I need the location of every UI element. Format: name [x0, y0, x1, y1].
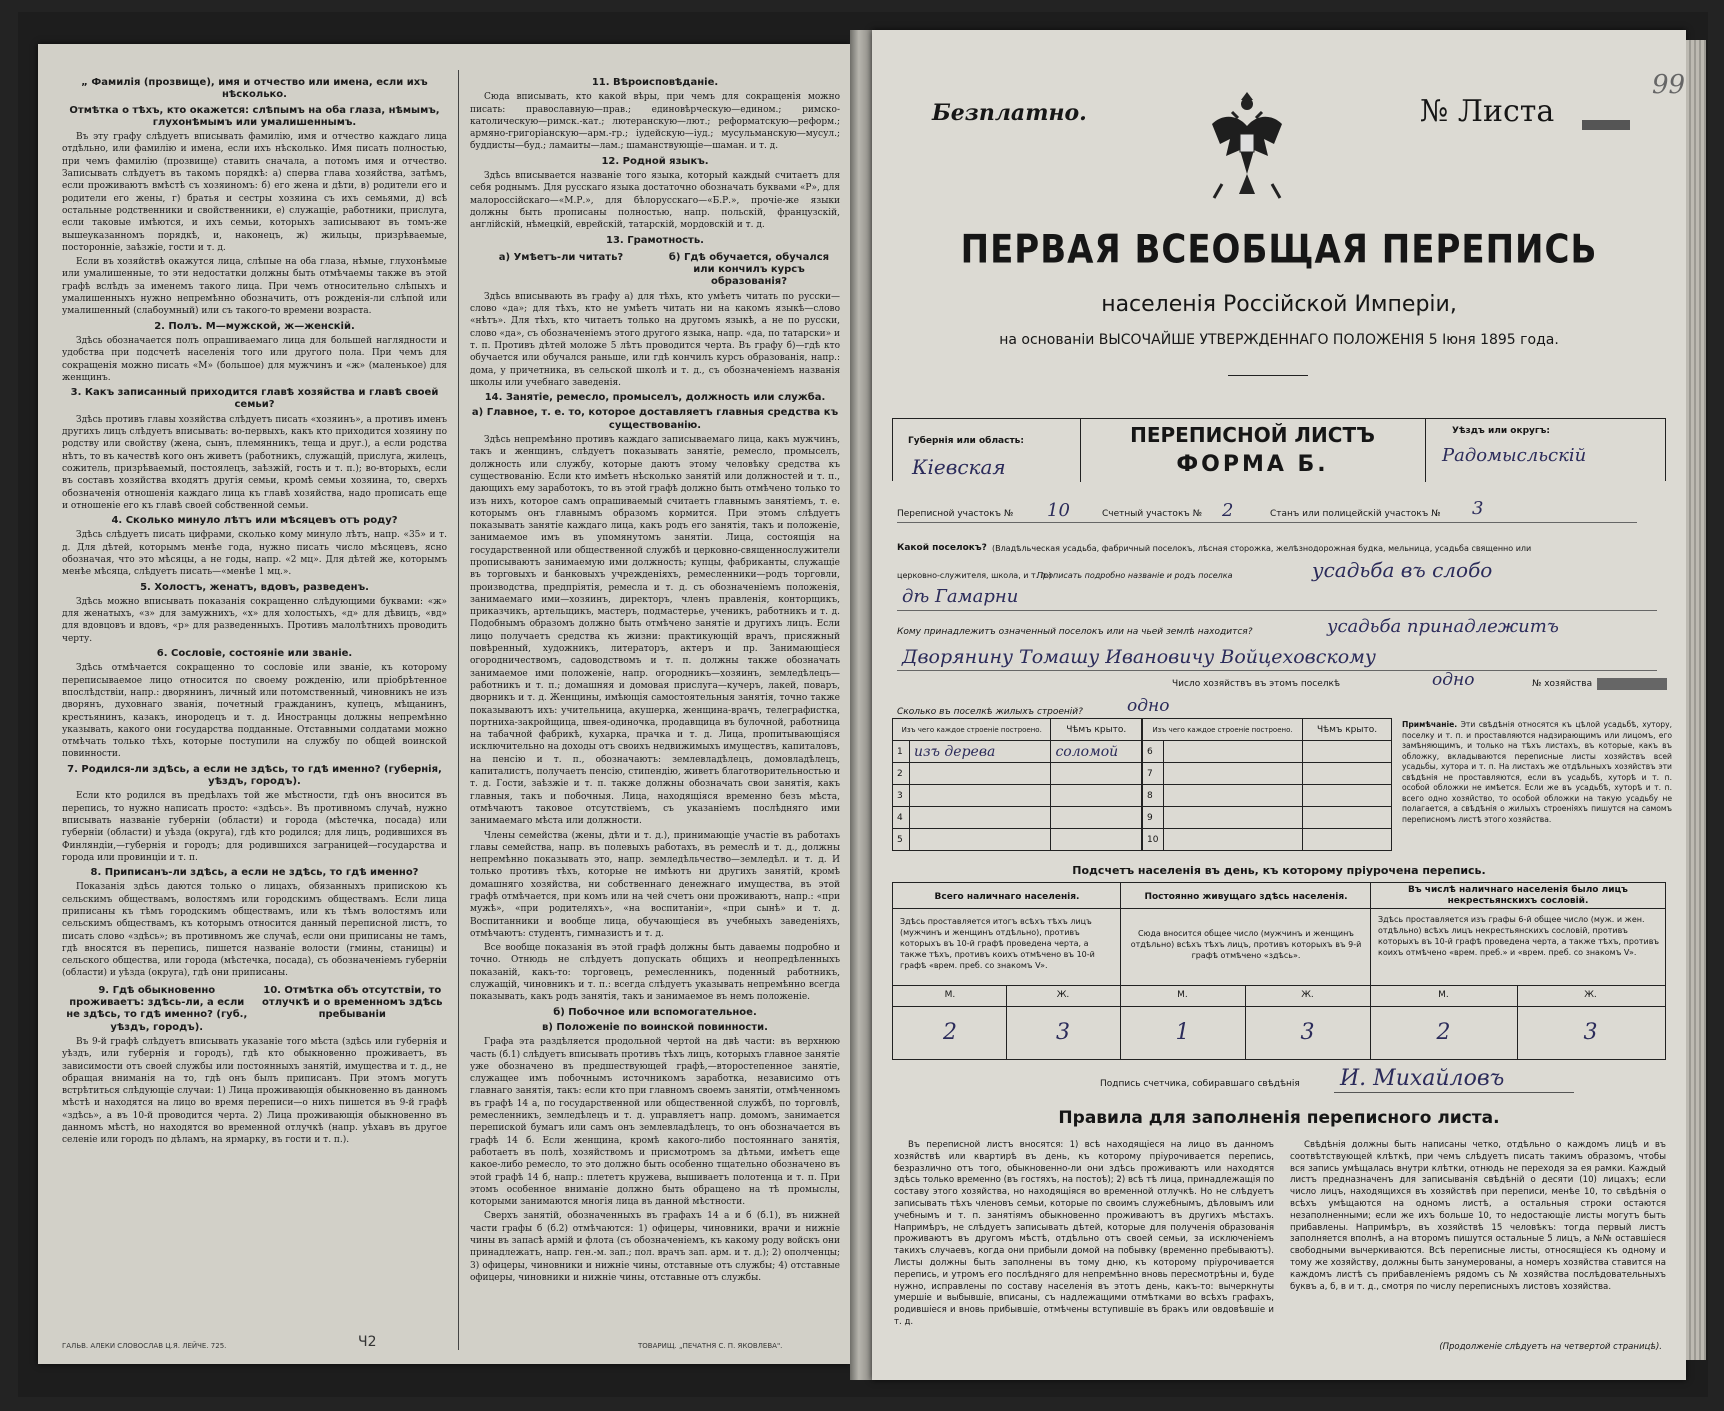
count-total-f: 3: [1056, 1020, 1070, 1045]
heading-6: 6. Сословіе, состояніе или званіе.: [156, 648, 353, 660]
heading-2: 2. Полъ. М—мужской, ж—женскій.: [154, 320, 355, 332]
title-main: ПЕРВАЯ ВСЕОБЩАЯ ПЕРЕПИСЬ: [960, 227, 1598, 273]
row-number: 10: [1143, 829, 1164, 851]
row-number: 6: [1143, 741, 1164, 763]
count-total-m: 2: [943, 1020, 957, 1045]
text-7: Если кто родился въ предѣлахъ той же мѣстности, гдѣ онъ вносится въ перепись, то нужно написать просто: «здѣсь». Въ противномъ случаѣ, нужно вписывать названіе губерніи (области) и города (мѣстечка, посада) или губерніи (области) и уѣзда (округа), гдѣ кто родился; для лицъ, родившихся въ Финляндіи,—губернія и городъ; для родившихся заграницей—государства и города или провинціи и т. п.: [62, 791, 447, 863]
count-col-permanent: Постоянно живущаго здѣсь населенія.: [1144, 892, 1348, 902]
f-label-1: Ж.: [1056, 990, 1070, 1000]
imprint-left: ГАЛЬВ. АЛЕКИ СЛОВОСЛАВ Ц.Я. ЛЕЙЧЕ. 725.: [62, 1342, 227, 1350]
settlement-value-2: дѣ Гамарни: [902, 586, 1019, 607]
book-gutter: [850, 30, 872, 1380]
text-14-5: Сверхъ занятій, обозначенныхъ въ графахъ 14 а и б (б.1), въ нижней части графы б (б.2) отмѣчаются: 1) офицеры, чиновники, врачи и нижніе чины въ запасѣ армій и флота (съ обозначеніемъ, къ какому роду войскъ они принадлежатъ, напр. ген.-м. зап.; пол. врачъ зап. арм. и т. д.); 2) ополченцы; 3) офицеры, чиновники и нижніе чины, отставные отъ службы; 4) отставные офицеры, чиновники и нижніе чины, отставные отъ службы.: [470, 1211, 840, 1283]
district-rule: [897, 522, 1637, 523]
counting-district-label: Счетный участокъ №: [1102, 509, 1202, 519]
text-3: Здѣсь противъ главы хозяйства слѣдуетъ писать «хозяинъ», а противъ именъ другихъ лицъ слѣдуетъ вписывать: во-первыхъ, какъ кто приходится хозяину по родству или свойству (жена, сынъ, племянникъ, теща и друг.), а если родства нѣтъ, то въ качествѣ кого онъ живетъ (работникъ, служащій, прислуга, жилецъ, сожитель, призрѣваемый, постоялецъ, заѣзжій, гость и т. п.); во-вторыхъ, если въ составъ хозяйства входятъ другія семьи, кромѣ семьи хозяина, то, сверхъ обозначенія отношенія каждаго лица къ главѣ хозяйства, надо прописать еще и отношеніе его къ главѣ своей собственной семьи.: [62, 414, 447, 511]
heading-3: 3. Какъ записанный приходится главѣ хозяйства и главѣ своей семьи?: [70, 387, 439, 411]
count-permanent-m: 1: [1175, 1020, 1190, 1045]
header-divider-2: [1425, 418, 1426, 482]
uezd-label: Уѣздъ или округъ:: [1452, 426, 1550, 436]
count-permanent-f: 3: [1300, 1020, 1315, 1045]
row1-roof: соломой: [1051, 741, 1142, 763]
row-number: 2: [893, 763, 910, 785]
note-block: [1402, 720, 1672, 825]
heading-14b: б) Побочное или вспомогательное.: [553, 1006, 757, 1018]
instructions-column-1: [62, 74, 447, 1149]
heading-13a: а) Умѣетъ-ли читать?: [498, 251, 624, 263]
count-col-nonpeasant: Въ числѣ наличнаго населенія было лицъ некрестьянскихъ сословій.: [1408, 885, 1628, 906]
right-page: [872, 30, 1686, 1380]
text-11: Сюда вписывать, кто какой вѣры, при чемъ для сокращенія можно писать: православную—прав.; единовѣрческую—едином.; римско-католическую—римск.-кат.; лютеранскую—лют.; реформатскую—реформ.; армяно-григоріанскую—арм.-гр.; іудейскую—іуд.; мусульманскую—мусул.; буддисты—буд.; ламаиты—лам.; шаманствующіе—шаман. и т. д.: [470, 92, 840, 152]
count-nonpeasant-m: 2: [1436, 1020, 1451, 1045]
f-label-3: Ж.: [1584, 990, 1597, 1000]
corner-number: 99: [1652, 70, 1686, 100]
row-number: 4: [893, 807, 910, 829]
instructions-column-2: [470, 74, 840, 1286]
material-header: Изъ чего каждое строеніе построено.: [893, 719, 1051, 741]
count-nonpeasant-f: 3: [1583, 1020, 1598, 1045]
households-value: одно: [1432, 670, 1475, 690]
count-rule-3: [892, 1006, 1666, 1007]
text-6: Здѣсь отмѣчается сокращенно то сословіе или званіе, къ которому переписываемое лицо относится по своему рожденію, или пріобрѣтенное впослѣдствіи, напр.: дворянинъ, личный или потомственный, чиновникъ не изъ дворянъ, духовнаго званія, почетный гражданинъ, купецъ, мѣщанинъ, крестьянинъ, казакъ, инородецъ и т. д. Иностранцы должны непремѣнно указывать, какого они государства подданные. Отставными солдатами можно отмѣчать только тѣхъ, которые поступили на службу по общей воинской повинности.: [62, 663, 447, 760]
column-divider: [458, 70, 459, 1350]
col1-title: „ Фамилія (прозвище), имя и отчество или имена, если ихъ нѣсколько.: [81, 77, 428, 101]
row1-material: изъ дерева: [910, 741, 1051, 763]
settlement-instruction: Прописать подробно названіе и родъ поселка: [1037, 571, 1233, 580]
heading-8: 8. Приписанъ-ли здѣсь, а если не здѣсь, то гдѣ именно?: [90, 867, 419, 879]
heading-14a: а) Главное, т. е. то, которое доставляетъ главныя средства къ существованію.: [471, 407, 839, 431]
heading-4: 4. Сколько минуло лѣтъ или мѣсяцевъ отъ роду?: [111, 515, 398, 527]
owner-value-2: Дворянину Томашу Ивановичу Войцеховскому: [902, 646, 1376, 668]
title-basis: на основаніи ВЫСОЧАЙШЕ УТВЕРЖДЕННАГО ПОЛОЖЕНІЯ 5 Іюня 1895 года.: [999, 332, 1559, 348]
heading-10: 10. Отмѣтка объ отсутствіи, то отлучкѣ и о временномъ здѣсь пребываніи: [262, 984, 443, 1021]
heading-14: 14. Занятіе, ремесло, промыселъ, должность или служба.: [484, 392, 826, 404]
heading-7: 7. Родился-ли здѣсь, а если не здѣсь, то гдѣ именно? (губернія, уѣздъ, городъ).: [67, 763, 442, 788]
stan-value: 3: [1472, 498, 1484, 519]
count-rule-1: [892, 908, 1666, 909]
household-no-redacted: [1597, 678, 1667, 690]
owner-value-1: усадьба принадлежитъ: [1327, 616, 1559, 637]
col1-text: Въ эту графу слѣдуетъ вписывать фамилію, имя и отчество каждаго лица отдѣльно, или фамилію и имена, если ихъ нѣсколько. Имя писать полностью, при чемъ фамилію (прозвище) ставить сначала, а потомъ имя и отчество. Записывать слѣдуетъ въ такомъ порядкѣ: а) сперва глава хозяйства, затѣмъ, если проживаютъ вмѣстѣ съ хозяиномъ: б) его жена и дѣти, в) родители его и родители его жены, г) братья и сестры хозяина съ ихъ семьями, д) всѣ остальные родственники и свойственники, е) служащіе, работники, прислуга, если таковые имѣются, и ихъ семьи, которыхъ записывают въ томъ-же вышеуказанномъ порядкѣ, и, наконецъ, ж) жильцы, призрѣваемые, посторонніе, заѣзжіе, гости и т. д.: [62, 132, 447, 253]
buildings-label: Сколько въ поселкѣ жилыхъ строеній?: [897, 707, 1083, 717]
rules-right: Свѣдѣнія должны быть написаны четко, отдѣльно о каждомъ лицѣ и въ соотвѣтствующей клѣткѣ, при чемъ слѣдуетъ писать такимъ образомъ, чтобы вся запись умѣщалась внутри клѣтки, отнюдь не переходя за ея рамки. Каждый листъ предназначенъ для записыванія свѣдѣній о десяти (10) лицахъ; если число лицъ, находящихся въ хозяйствѣ при переписи, менѣе 10, то свѣдѣнія о всѣхъ умѣщаются на одномъ листѣ, а остальныя строки остаются незаполненными; если же ихъ больше 10, то недостающіе листы могутъ быть прибавлены. Напримѣръ, въ хозяйствѣ 15 человѣкъ: тогда первый листъ заполняется вполнѣ, а на второмъ пишутся остальные 5 лицъ, а №№ оставшіеся свободными вычеркиваются. Всѣ переписные листы, относящіеся къ одному и тому же хозяйству, должны быть занумерованы, а номеръ хозяйства ставится на каждомъ листѣ съ прибавленіемъ рядомъ съ № хозяйства послѣдовательныхъ буквъ а, б, в и т. д., смотря по числу переписныхъ листовъ хозяйства.: [1290, 1140, 1666, 1292]
m-label-1: М.: [944, 990, 956, 1000]
buildings-table-left: [892, 718, 1142, 851]
row-number: 3: [893, 785, 910, 807]
count-rule-2: [892, 985, 1666, 986]
text-9: Въ 9-й графѣ слѣдуетъ вписывать указаніе того мѣста (здѣсь или губернія и уѣздъ, или губернія и городъ), гдѣ кто обыкновенно проживаетъ, въ зависимости отъ своей службы или постоянныхъ занятій, имущества и т. д., не обращая вниманія на то, гдѣ онъ былъ приписанъ. При этомъ могутъ встрѣтиться слѣдующіе случаи: 1) Лица проживающія обыкновенно въ данномъ мѣстѣ и находятся на лицо во время переписи—о нихъ пишется въ 9-й графѣ «здѣсь», а въ 10-й проводится черта. 2) Лица проживающія обыкновенно въ данномъ мѣстѣ, но находятся во временной отлучкѣ (напр. уѣхавъ въ другое селеніе или городъ по дѣламъ, на ярмарку, въ гости и т. п.).: [62, 1036, 447, 1146]
imprint-right: ТОВАРИЩ. „ПЕЧАТНЯ С. П. ЯКОВЛЕВА".: [638, 1342, 783, 1350]
count-col-total: Всего наличнаго населенія.: [934, 892, 1080, 902]
heading-13: 13. Грамотность.: [606, 234, 704, 246]
signature-label: Подпись счетчика, собиравшаго свѣдѣнія: [1100, 1079, 1300, 1089]
stan-label: Станъ или полицейскій участокъ №: [1270, 509, 1441, 519]
text-13: Здѣсь вписывають въ графу а) для тѣхъ, кто умѣетъ читать по русски—слово «да»; для тѣхъ, кто не умѣетъ читать ни на какомъ языкѣ—слово «нѣтъ». Для тѣхъ, кто читаетъ только на другомъ языкѣ, а не по русски, слово «да», съ обозначеніемъ этого другого языка, напр. «да, по татарски» и т. п. Противъ дѣтей моложе 5 лѣтъ проводится черта. Въ графу б)—гдѣ кто обучается или обучался раньше, или гдѣ кончилъ курсъ образованія, напр.: дома, у причетника, въ сельской школѣ и т. д., съ обозначеніемъ названія школы или учебнаго заведенія.: [470, 291, 840, 388]
col1-text-2: Если въ хозяйствѣ окажутся лица, слѣпые на оба глаза, нѣмые, глухонѣмые или умалишенные, то эти недостатки должны быть отмѣчаемы также въ этой графѣ вслѣдъ за именемъ такого лица. При чемъ относительно слѣпыхъ и умалишенныхъ нужно непремѣнно обозначить, отъ рожденія-ли слѣпой или умалишенный (слабоумный) или съ такого-то времени возраста.: [62, 257, 447, 317]
owner-label: Кому принадлежитъ означенный поселокъ или на чьей землѣ находится?: [897, 627, 1253, 637]
stacked-pages-edge: [1686, 40, 1706, 1360]
row-number: 8: [1143, 785, 1164, 807]
note-title: Примѣчаніе.: [1402, 720, 1458, 729]
heading-11: 11. Вѣроисповѣданіе.: [591, 77, 719, 88]
note-text: Эти свѣдѣнія относятся къ цѣлой усадьбѣ, хутору, поселку и т. п. и проставляются надзирающимъ или лицомъ, его замѣняющимъ, и только на тѣхъ листахъ, въ которые, какъ въ обложку, вкладываются переписные листы хозяйствъ всей усадьбы, хутора и т. п. На листахъ же отдѣльныхъ хозяйствъ эти свѣдѣнія не проставляются, если въ усадьбѣ, хуторѣ и т. п. особой обложки не имѣется. Если же въ усадьбѣ, хуторѣ и т. п. всего одно хозяйство, то особой обложки на такую усадьбу не полагается, а свѣдѣнія о жилыхъ строеніяхъ пишутся на самомъ переписномъ листѣ этого хозяйства.: [1402, 720, 1672, 824]
text-14-4: Графа эта раздѣляется продольной чертой на двѣ части: въ верхнюю часть (б.1) слѣдуетъ вписывать противъ тѣхъ лицъ, которыхъ главное занятіе уже обозначено въ предшествующей графѣ,—второстепенное занятіе, служащее имъ побочнымъ источникомъ заработка, независимо отъ главнаго занятія, такъ: если кто при главномъ своемъ занятіи, отмѣченномъ въ графѣ 14 а, по государственной или общественной службѣ, по торговлѣ, ремесленникъ, земледѣлецъ и т. д. управляетъ напр. домомъ, занимается перепиской бумагъ или самъ онъ землевладѣлецъ, то онъ обозначается въ графѣ 14 б. Если женщина, кромѣ какого-либо постояннаго занятія, работаетъ въ полѣ, хозяйствомъ и присмотромъ за дѣтьми, имѣетъ еще какое-либо ремесло, то это должно быть особенно тщательно обозначено въ этой графѣ 14 б, напр.: плететъ кружева, вышиваетъ полотенца и т. п. При этомъ особенное вниманіе должно быть обращено на тѣ промыслы, которыми занимаются многія лица въ данной мѣстности.: [470, 1037, 840, 1208]
row-number: 1: [893, 741, 910, 763]
gubernia-value: Кіевская: [912, 455, 1006, 479]
row-number: 9: [1143, 807, 1164, 829]
signature-value: И. Михайловъ: [1340, 1066, 1505, 1091]
settlement-hint-2: церковно-служителя, школа, и т. п.): [897, 571, 1052, 580]
heading-14c: в) Положеніе по воинской повинности.: [542, 1021, 768, 1033]
settlement-hint: (Владѣльческая усадьба, фабричный поселокъ, лѣсная сторожка, желѣзнодорожная будка, мельница, усадьба священно или: [992, 544, 1532, 553]
count-desc-permanent: Сюда вносится общее число (мужчинъ и женщинъ отдѣльно) всѣхъ тѣхъ лицъ, противъ которыхъ въ 9-й графѣ отмѣчено «здѣсь».: [1130, 929, 1362, 960]
owner-rule: [897, 670, 1657, 671]
heading-5: 5. Холостъ, женатъ, вдовъ, разведенъ.: [140, 581, 369, 593]
m-label-2: М.: [1177, 990, 1188, 1000]
f-label-2: Ж.: [1301, 990, 1314, 1000]
page-mark: Ч2: [358, 1334, 377, 1350]
form-name: ФОРМА Б.: [1176, 452, 1329, 477]
sheet-number-redacted: [1582, 120, 1630, 130]
households-label: Число хозяйствъ въ этомъ поселкѣ: [1172, 679, 1341, 689]
count-desc-total: Здѣсь проставляется итогъ всѣхъ тѣхъ лицъ (мужчинъ и женщинъ отдѣльно), противъ которыхъ въ 10-й графѣ проведена черта, а также тѣхъ, противъ коихъ отмѣчено въ 10-й графѣ «врем. преб. со знакомъ V».: [900, 917, 1095, 970]
text-14-2: Члены семейства (жены, дѣти и т. д.), принимающіе участіе въ работахъ главы семейства, напр. въ полевыхъ работахъ, въ ремеслѣ и т. д., должны непремѣнно показывать это, напр. земледѣльчество—земледѣл. и т. д. И только противъ тѣхъ, которые не имѣютъ ни другихъ занятій, кромѣ домашняго хозяйства, ни собственнаго денежнаго имущества, въ этой графѣ отмѣчается, при комъ или на чей счетъ они проживаютъ, напр.: «при мужѣ», «при родителяхъ», «на воспитаніи», «при сынѣ» и т. д. Воспитанники и вообще лица, обучающіеся въ учебныхъ заведеніяхъ, отмѣчаютъ: студентъ, гимназистъ и т. д.: [470, 830, 840, 939]
text-4: Здѣсь слѣдуетъ писать цифрами, сколько кому минуло лѣтъ, напр. «35» и т. д. Для дѣтей, которымъ менѣе года, нужно писать число мѣсяцевъ, ясно обозначая, что это мѣсяцы, а не годы, напр. «2 мц». Для дѣтей же, которымъ менѣе мѣсяца, слѣдуетъ писать—«менѣе 1 мц.».: [62, 530, 447, 578]
buildings-table-right: [1142, 718, 1392, 851]
text-14-3: Все вообще показанія въ этой графѣ должны быть даваемы подробно и точно. Отнюдь не слѣдуетъ допускать общихъ и неопредѣленныхъ показаній, какъ-то: торговецъ, ремесленникъ, поденный работникъ, служащій, чиновникъ и т. п.: всегда слѣдуетъ указывать непремѣнно всегда показывать, какъ родъ занятія, такъ и занимаемое въ немъ положеніе.: [470, 943, 840, 1003]
form-title: ПЕРЕПИСНОЙ ЛИСТЪ: [1130, 423, 1375, 447]
row-number: 5: [893, 829, 910, 851]
gubernia-label: Губернія или область:: [908, 436, 1024, 446]
signature-rule: [1334, 1092, 1574, 1093]
heading-12: 12. Родной языкъ.: [601, 155, 709, 167]
count-desc-nonpeasant: Здѣсь проставляется изъ графы 6-й общее число (муж. и жен. отдѣльно) всѣхъ лицъ некрестьянскихъ сословій, противъ которыхъ въ 10-й графѣ проведена черта, а также тѣхъ, противъ коихъ отмѣчено «врем. преб.» и «врем. преб. со знакомъ V».: [1378, 915, 1660, 957]
roof-header: Чѣмъ крыто.: [1051, 719, 1142, 741]
text-8: Показанія здѣсь даются только о лицахъ, обязанныхъ припискою къ сельскимъ обществамъ, волостямъ или городскимъ обществамъ. Если лица приписаны къ тѣмъ городскимъ обществамъ, или къ тѣмъ волостямъ или сельскимъ обществамъ, къ которымъ относится данный переписной листъ, то писать слово «здѣсь»; въ противномъ же случаѣ, если они приписаны не тамъ, гдѣ вносятся въ перепись, пишется названіе волости (гмины, станицы) и сельского общества, или города (мѣстечка, посада), съ обозначеніемъ губерніи (области) и уѣзда (округа), гдѣ они приписаны.: [62, 882, 447, 979]
rules-title: Правила для заполненія переписного листа.: [1058, 1108, 1500, 1128]
left-page: [38, 44, 850, 1364]
heading-13b: б) Гдѣ обучается, обучался или кончилъ курсъ образованія?: [668, 251, 830, 288]
title-rule: [1228, 375, 1308, 376]
col1-subtitle: Отмѣтка о тѣхъ, кто окажется: слѣпымъ на оба глаза, нѣмымъ, глухонѣмымъ или умалишеннымъ.: [69, 104, 440, 128]
sheet-number-label: № Листа: [1420, 94, 1555, 129]
heading-9: 9. Гдѣ обыкновенно проживаетъ: здѣсь-ли, а если не здѣсь, то гдѣ именно? (губ., уѣздъ, городъ).: [66, 984, 248, 1033]
uezd-value: Радомысльскій: [1442, 445, 1587, 466]
census-district-value: 10: [1047, 500, 1070, 521]
roof-header-2: Чѣмъ крыто.: [1303, 719, 1392, 741]
title-sub: населенія Россійской Имперіи,: [1101, 292, 1457, 317]
census-district-label: Переписной участокъ №: [897, 509, 1014, 519]
settlement-label: Какой поселокъ?: [897, 543, 987, 553]
settlement-rule: [897, 610, 1657, 611]
rules-continue: (Продолженіе слѣдуетъ на четвертой страницѣ).: [1439, 1342, 1662, 1352]
text-12: Здѣсь вписывается названіе того языка, который каждый считаетъ для себя роднымъ. Для русскаго языка достаточно обозначать буквами «Р», для малороссійскаго—«М.Р.», для бѣлорусскаго—«Б.Р.», прочіе-же языки должны быть прописаны полностью, напр. польскій, французскій, англійскій, нѣмецкій, еврейскій, татарскій, мордовскій и т. д.: [470, 171, 840, 231]
m-label-3: М.: [1438, 990, 1449, 1000]
household-no-label: № хозяйства: [1532, 679, 1593, 689]
count-title: Подсчетъ населенія въ день, къ которому пріурочена перепись.: [1072, 864, 1486, 877]
material-header-2: Изъ чего каждое строеніе построено.: [1143, 719, 1303, 741]
buildings-value: одно: [1127, 696, 1170, 716]
text-2: Здѣсь обозначается полъ опрашиваемаго лица для большей наглядности и удобства при подсчетѣ населенія того или другого пола. При чемъ для сокращенія можно писать «М» (большое) для мужчинъ и «ж» (маленькое) для женщинъ.: [62, 335, 447, 383]
row-number: 7: [1143, 763, 1164, 785]
settlement-value-1: усадьба въ слобо: [1312, 558, 1493, 582]
rules-left: Въ переписной листъ вносятся: 1) всѣ находящіеся на лицо въ данномъ хозяйствѣ или квартирѣ въ день, къ которому пріурочивается перепись, безразлично отъ того, обыкновенно-ли они здѣсь проживаютъ или находятся здѣсь только временно (въ гостяхъ, на постоѣ); 2) всѣ тѣ лица, принадлежащія по составу этого хозяйства, но находящіяся во временной отлучкѣ. Но не слѣдуетъ записывать тѣхъ членовъ семьи, которые по своимъ служебнымъ, дѣловымъ или учебнымъ и т. п. занятіямъ обыкновенно проживаютъ въ другихъ мѣстахъ. Напримѣръ, не слѣдуетъ записывать дѣтей, которые для полученія образованія проживаютъ въ другомъ мѣстѣ, отдѣльно отъ своей семьи, за исключеніемъ такихъ случаевъ, когда они прибыли домой на побывку (временно пребываютъ). Листы должны быть заполнены въ тому дню, къ которому пріурочивается перепись, и утромъ его послѣдняго для непремѣнно вновь пересмотрѣны и, буде нужно, исправлены по составу населенія въ этотъ день, какъ-то: вычеркнуты умершіе и выбывшіе, вписаны, съ надлежащими отмѣтками во всѣхъ графахъ, родившіеся и вновь прибывшіе, отмѣчены вступившіе въ бракъ или овдовѣвшіе и т. д.: [894, 1140, 1274, 1327]
text-14: Здѣсь непремѣнно противъ каждаго записываемаго лица, какъ мужчинъ, такъ и женщинъ, слѣдуетъ показывать занятіе, ремесло, промыселъ, должность или службу, которые даютъ этому человѣку средства къ существованію. Если кто имѣетъ нѣсколько занятій или должностей и т. п., дающихъ ему заработокъ, то въ этой графѣ должно быть отмѣчено только то изъ нихъ, которое самъ опрашиваемый считаетъ главнымъ занятіемъ, т. е. которымъ онъ главнымъ образомъ кормится. При этомъ слѣдуетъ показывать занятіе каждаго лица, какъ родъ его занятія, такъ и положеніе, занимаемое имъ въ упомянутомъ занятіи. Лица, состоящія на государственной или общественной службѣ и церковно-священнослужители прописываютъ занимаемую ими должность; купцы, фабриканты, служащіе въ торговыхъ и банковыхъ учрежденіяхъ, ремесленники—родъ торговли, производства, предпріятія, ремесла и т. д. съ обозначеніемъ положенія, занимаемаго ими—хозяинъ, директоръ, членъ правленія, конторщикъ, приказчикъ, артельщикъ, мастеръ, подмастерье, ученикъ, работникъ и т. д. Подобнымъ образомъ должно быть отмѣчено занятіе и другихъ лицъ. Если лицо получаетъ средства къ жизни: практикующій врачъ, присяжный повѣренный, художникъ, литераторъ, актеръ и пр. Занимающіеся огородничествомъ, садоводствомъ и т. п. должны также обозначать занимаемое ими положеніе, напр. огородникъ—хозяинъ, земледѣлецъ—работникъ и т. п.; домашняя и домовая прислуга—кучеръ, лакей, поваръ, дворникъ и т. д. Женщины, имѣющія самостоятельныя занятія, точно также показываютъ ихъ: учительница, акушерка, женщина-врачъ, телеграфистка, портниха-закройщица, швея-одиночка, продавщица въ булочной, работница на табачной фабрикѣ, кухарка, прачка и т. д. Лица, пропитывающіяся исключительно на доходы отъ своихъ недвижимыхъ имуществъ, капиталовъ, на пенсію и т. п., обозначаютъ: землевладѣлецъ, домовладѣлецъ, капиталистъ, получаетъ пенсію, стипендію, живетъ благотворительностью и т. д. Гости, заѣзжіе и т. п. также должны обозначать свои занятія, какъ главныя, такъ и побочныя. Лица, находящіяся временно безъ мѣста, отмѣчаютъ таковое отсутствіемъ, съ указаніемъ послѣдняго ими занимаемаго мѣста или должности.: [470, 435, 840, 827]
counting-district-value: 2: [1222, 500, 1234, 521]
free-label: Безплатно.: [932, 100, 1087, 126]
text-5: Здѣсь можно вписывать показанія сокращенно слѣдующими буквами: «ж» для женатыхъ, «з» для замужнихъ, «х» для холостыхъ, «д» для дѣвицъ, «вд» для вдовцовъ и вдовъ, «р» для разведенныхъ. Противъ малолѣтнихъ проводить черту.: [62, 596, 447, 644]
coat-of-arms-icon: [1202, 84, 1292, 214]
